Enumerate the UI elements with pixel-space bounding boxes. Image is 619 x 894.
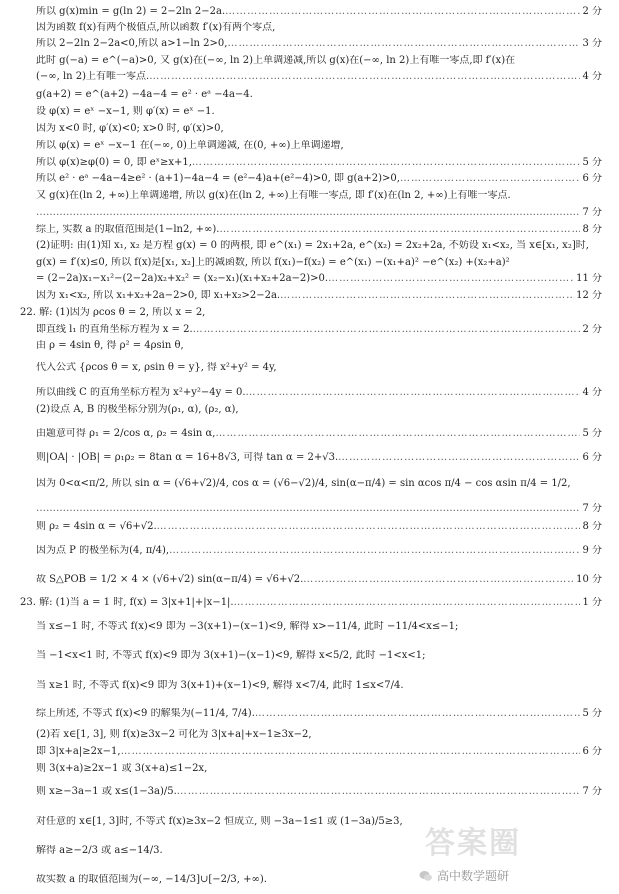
solution-line [36,428,602,440]
line-text: 所以 2−2ln 2−2a<0,所以 a>1−ln 2>0, [36,38,228,49]
solution-line: 由 ρ = 4sin θ, 得 ρ² = 4ρsin θ, [36,340,184,351]
dot-leader [227,38,580,50]
solution-line: 因为函数 f(x)有两个极值点,所以函数 f′(x)有两个零点, [36,22,276,33]
solution-line: 因为 x<0 时, φ′(x)<0; x>0 时, φ′(x)>0, [36,123,224,134]
watermark [419,818,609,888]
solution-line [36,273,602,285]
line-text: 由题意可得 ρ₁ = 2/cos α, ρ₂ = 4sin α, [36,428,216,439]
solution-line: 则 3(x+a)≥2x−1 或 3(x+a)≤1−2x, [36,763,208,774]
line-text: 故 S△POB = 1/2 × 4 × (√6+√2) sin(α−π/4) = √6+√2. [36,574,304,585]
solution-line: 又 g(x)在(ln 2, +∞)上单调递增, 所以 g(x)在(ln 2, +∞)上有唯一零点, 即 f′(x)在(ln 2, +∞)上有唯一零点. [36,190,511,201]
dot-leader [157,521,581,533]
line-text: 则 ρ₂ = 4sin α = √6+√2. [36,521,157,532]
score-label: 7 分 [582,503,602,514]
score-label: 9 分 [582,545,602,556]
line-text: (−∞, ln 2)上有唯一零点. [36,71,150,82]
solution-line [36,387,602,399]
score-label: 7 分 [582,786,602,797]
dot-leader [169,545,580,557]
line-text: = (2−2a)x₁−x₁²−(2−2a)x₂+x₂² = (x₂−x₁)(x₁+x₂+2a−2)>0. [36,273,329,284]
solution-line: 故实数 a 的取值范围为(−∞, −14/3]∪[−2/3, +∞). [36,874,267,885]
dot-leader [215,428,580,440]
score-label: 4 分 [582,387,602,398]
solution-line [36,503,602,515]
solution-line: (2)若 x∈[1, 3], 则 f(x)≥3x−2 可化为 3|x+a|+x−1≥3x−2, [36,729,312,740]
score-label: 7 分 [582,207,602,218]
solution-line [36,708,602,720]
score-label: 1 分 [582,597,602,608]
solution-line [36,157,602,169]
wechat-account-name: 高中数学题研 [437,869,510,883]
dot-leader [149,71,580,83]
wechat-icon [419,869,433,883]
dot-leader [246,387,581,399]
score-label: 5 分 [582,157,602,168]
line-text: 综上所述, 不等式 f(x)<9 的解集为(−11/4, 7/4). [36,708,255,719]
score-label: 3 分 [582,38,602,49]
score-label: 5 分 [582,708,602,719]
solution-line: 当 −1<x<1 时, 不等式 f(x)<9 即为 3(x+1)−(x−1)<9, 解得 x<5/2, 此时 −1<x<1; [36,650,426,661]
wechat-account [419,867,509,884]
line-text: 即 3|x+a|≥2x−1, [36,746,121,757]
score-label: 8 分 [582,521,602,532]
solution-line: g(x) = f′(x)≤0, 所以 f(x)是[x₁, x₂]上的减函数, 所以 f(x₁)−f(x₂) = e^(x₁) −(x₁+a)² −e^(x₂) +(x₂+a)² [36,257,510,268]
solution-line: 解得 a≥−2/3 或 a≤−14/3. [36,845,163,856]
dot-leader [177,786,581,798]
line-text: 所以 φ(x)≥φ(0) = 0, 即 eˣ≥x+1, [36,157,192,168]
line-text: 23. 解: (1)当 a = 1 时, f(x) = 3|x+1|+|x−1|. [20,597,234,608]
dot-leader [255,708,581,720]
dot-leader [36,503,580,515]
solution-line [36,6,602,18]
solution-line: 当 x≤−1 时, 不等式 f(x)<9 即为 −3(x+1)−(x−1)<9, 解得 x>−11/4, 此时 −11/4<x≤−1; [36,621,459,632]
line-text: 所以 e² · eᵃ −4a−4≥e² · (a+1)−4a−4 = (e²−4)a+(e²−4)>0, 即 g(a+2)>0, [36,173,400,184]
dot-leader [192,157,581,169]
line-text: 则|OA| · |OB| = ρ₁ρ₂ = 8tan α = 16+8√3, 可得 tan α = 2+√3. [36,452,339,463]
solution-line [36,324,602,336]
dot-leader [280,290,574,302]
solution-line: 所以 φ(x) = eˣ −x−1 在(−∞, 0)上单调递减, 在(0, +∞)上单调递增, [36,140,344,151]
solution-line [36,521,602,533]
score-label: 8 分 [582,224,602,235]
solution-line [36,786,602,798]
dot-leader [219,224,580,236]
score-label: 10 分 [576,574,602,585]
solution-line: (2)证明: 由(1)知 x₁, x₂ 是方程 g(x) = 0 的两根, 即 e^(x₁) = 2x₁+2a, e^(x₂) = 2x₂+2a, 不妨设 x₁<x₂, 当 x∈[x₁, x₂]时, [36,240,589,251]
score-label: 2 分 [582,324,602,335]
dot-leader [338,452,580,464]
score-label: 6 分 [582,452,602,463]
solution-line [36,207,602,219]
solution-line [36,224,602,236]
solution-line: 此时 g(−a) = e^(−a)>0, 又 g(x)在(−∞, ln 2)上单调递减,所以 g(x)在(−∞, ln 2)上有唯一零点,即 f′(x)在 [36,55,516,66]
solution-line: g(a+2) = e^(a+2) −4a−4 = e² · eᵃ −4a−4. [36,89,253,100]
line-text: 所以 g(x)min = g(ln 2) = 2−2ln 2−2a. [36,6,226,17]
solution-line [36,38,602,50]
line-text: 因为 x₁<x₂, 所以 x₁+x₂+2a−2>0, 即 x₁+x₂>2−2a. [36,290,281,301]
score-label: 6 分 [582,746,602,757]
dot-leader [225,6,580,18]
solution-line: 代入公式 {ρcos θ = x, ρsin θ = y}, 得 x²+y² = 4y, [36,362,277,373]
dot-leader [303,574,574,586]
solution-line [20,597,602,609]
dot-leader [36,207,580,219]
score-label: 12 分 [576,290,602,301]
solution-line [36,71,602,83]
dot-leader [400,173,580,185]
watermark-logo: 答案圈 [425,826,521,861]
dot-leader [234,597,581,609]
solution-line: 当 x≥1 时, 不等式 f(x)<9 即为 3(x+1)+(x−1)<9, 解得 x<7/4, 此时 1≤x<7/4. [36,680,404,691]
solution-line [36,173,602,185]
solution-line: 对任意的 x∈[1, 3]时, 不等式 f(x)≥3x−2 恒成立, 则 −3a−1≤1 或 (1−3a)/5≥3, [36,816,403,827]
score-label: 4 分 [582,71,602,82]
score-label: 2 分 [582,6,602,17]
solution-line [36,290,602,302]
line-text: 因为点 P 的极坐标为(4, π/4), [36,545,170,556]
dot-leader [193,324,581,336]
dot-leader [328,273,574,285]
solution-line: (2)设点 A, B 的极坐标分别为(ρ₁, α), (ρ₂, α), [36,404,239,415]
solution-line: 22. 解: (1)因为 ρcos θ = 2, 所以 x = 2, [20,307,206,318]
solution-line [36,574,602,586]
score-label: 6 分 [582,173,602,184]
line-text: 则 x≥−3a−1 或 x≤(1−3a)/5. [36,786,177,797]
dot-leader [121,746,581,758]
line-text: 即直线 l₁ 的直角坐标方程为 x = 2. [36,324,193,335]
score-label: 11 分 [576,273,602,284]
solution-line: 设 φ(x) = eˣ −x−1, 则 φ′(x) = eˣ −1. [36,106,215,117]
solution-line [36,746,602,758]
solution-line: 因为 0<α<π/2, 所以 sin α = (√6+√2)/4, cos α = (√6−√2)/4, sin(α−π/4) = sin αcos π/4 − cos αsin π/4 = 1/2, [36,478,571,489]
solution-line [36,545,602,557]
line-text: 所以曲线 C 的直角坐标方程为 x²+y²−4y = 0. [36,387,246,398]
solution-line [36,452,602,464]
score-label: 5 分 [582,428,602,439]
line-text: 综上, 实数 a 的取值范围是(1−ln2, +∞). [36,224,220,235]
